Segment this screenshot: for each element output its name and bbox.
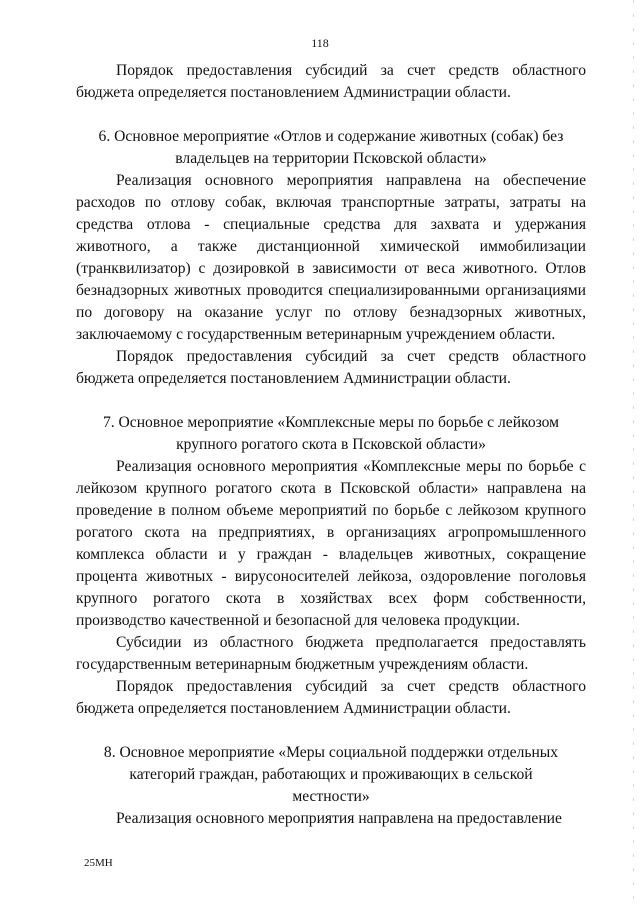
- section-gap: [76, 104, 586, 126]
- paragraph: Реализация основного мероприятия направлена на обеспечение расходов по отлову собак, включая транспортные затраты, затраты на средства отлова - специальные средства для захвата и удержания животного, а также дистанционной химической иммобилизации (транквилизатор) с дозировкой в зависимости от веса животного. Отлов безнадзорных животных проводится специализированными организациями по договору на оказание услуг по отлову безнадзорных животных, заключаемому с государственным ветеринарным учреждением области.: [76, 172, 586, 343]
- scan-margin-artifact: [633, 0, 634, 905]
- section-heading: 8. Основное мероприятие «Меры социальной поддержки отдельных категорий граждан, работающих и проживающих в сельской местности»: [103, 744, 559, 805]
- section-heading: 6. Основное мероприятие «Отлов и содержание животных (собак) без владельцев на территории Псковской области»: [98, 128, 564, 167]
- section-gap: [76, 720, 586, 742]
- paragraph: Реализация основного мероприятия направлена на предоставление: [116, 810, 562, 827]
- footer-code: 25МН: [84, 857, 113, 869]
- document-body: [76, 60, 586, 830]
- paragraph: Порядок предоставления субсидий за счет средств областного бюджета определяется постановлением Администрации области.: [76, 678, 586, 717]
- paragraph: Порядок предоставления субсидий за счет средств областного бюджета определяется постановлением Администрации области.: [76, 348, 586, 387]
- paragraph: Порядок предоставления субсидий за счет средств областного бюджета определяется постановлением Администрации области.: [76, 62, 586, 101]
- section-heading: 7. Основное мероприятие «Комплексные меры по борьбе с лейкозом крупного рогатого скота в Псковской области»: [102, 414, 560, 453]
- paragraph: Реализация основного мероприятия «Комплексные меры по борьбе с лейкозом крупного рогатого скота в Псковской области» направлена на проведение в полном объеме мероприятий по борьбе с лейкозом крупного рогатого скота на предприятиях, в организациях агропромышленного комплекса области и у граждан - владельцев животных, сокращение процента животных - вирусоносителей лейкоза, оздоровление поголовья крупного рогатого скота в хозяйствах всех форм собственности, производство качественной и безопасной для человека продукции.: [76, 458, 586, 629]
- section-gap: [76, 390, 586, 412]
- page-number: 118: [311, 36, 329, 50]
- paragraph: Субсидии из областного бюджета предполагается предоставлять государственным ветеринарным бюджетным учреждениям области.: [76, 634, 586, 673]
